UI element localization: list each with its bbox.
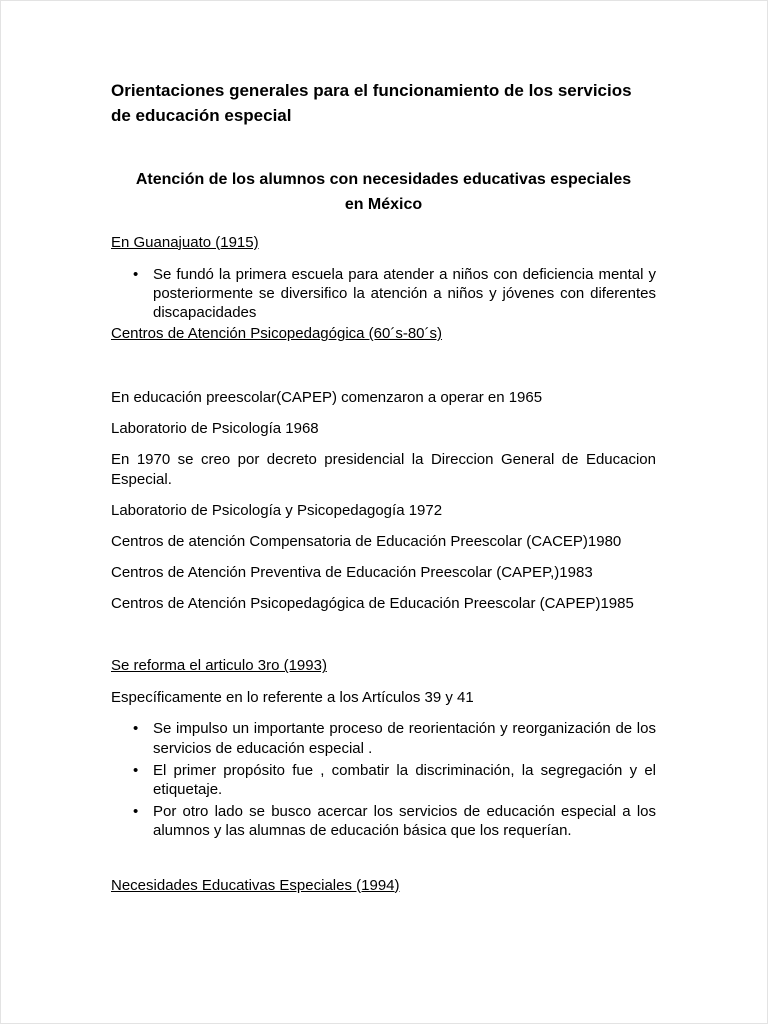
section-heading-necesidades: Necesidades Educativas Especiales (1994) (111, 876, 400, 894)
paragraph-capep-1965: En educación preescolar(CAPEP) comenzaron a operar en 1965 (111, 388, 543, 406)
document-subtitle: Atención de los alumnos con necesidades educativas especiales en México (135, 171, 632, 214)
bullet-list-reforma (111, 719, 656, 840)
paragraph-cacep-1980: Centros de atención Compensatoria de Educación Preescolar (CACEP)1980 (111, 532, 622, 550)
bullet-item: • Por otro lado se busco acercar los servicios de educación especial a los alumnos y las alumnas de educación básica que los requerían. (129, 802, 656, 840)
paragraph-reforma-intro: Específicamente en lo referente a los Artículos 39 y 41 (111, 689, 474, 707)
paragraph-laboratorio-1968: Laboratorio de Psicología 1968 (111, 420, 319, 438)
paragraph-decreto-1970: En 1970 se creo por decreto presidencial la Direccion General de Educacion Especial. (111, 451, 656, 488)
bullet-item: • Se impulso un importante proceso de reorientación y reorganización de los servicios de educación especial . (129, 719, 656, 757)
bullet-item: • Se fundó la primera escuela para atender a niños con deficiencia mental y posteriormente se diversifico la atención a niños y jóvenes con diferentes discapacidades (129, 265, 656, 323)
paragraph-capep-1983: Centros de Atención Preventiva de Educación Preescolar (CAPEP,)1983 (111, 564, 593, 582)
section-heading-centros: Centros de Atención Psicopedagógica (60´s-80´s) (111, 325, 443, 343)
bullet-item: • El primer propósito fue , combatir la discriminación, la segregación y el etiquetaje. (129, 761, 656, 799)
bullet-list-guanajuato (111, 265, 656, 323)
section-heading-guanajuato: En Guanajuato (1915) (111, 233, 259, 251)
section-heading-reforma: Se reforma el articulo 3ro (1993) (111, 657, 327, 675)
paragraph-capep-1985: Centros de Atención Psicopedagógica de Educación Preescolar (CAPEP)1985 (111, 595, 634, 613)
paragraph-laboratorio-1972: Laboratorio de Psicología y Psicopedagogía 1972 (111, 501, 443, 519)
document-title: Orientaciones generales para el funcionamiento de los servicios de educación especial (111, 81, 632, 125)
document-content (1, 1, 767, 895)
